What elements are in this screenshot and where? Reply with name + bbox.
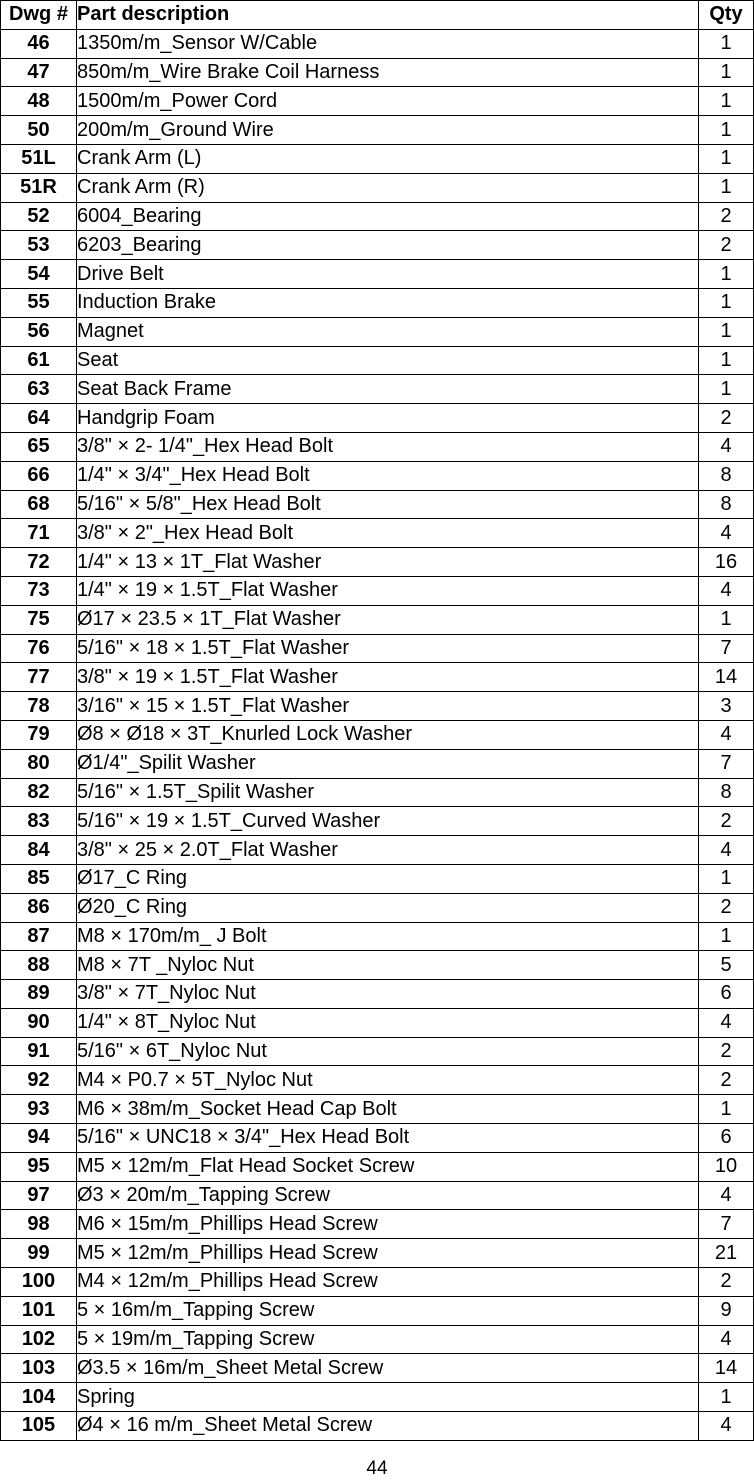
quantity-cell: 1 bbox=[699, 288, 754, 317]
table-row bbox=[1, 1296, 754, 1325]
quantity-cell: 1 bbox=[699, 375, 754, 404]
quantity-cell: 4 bbox=[699, 720, 754, 749]
part-description-cell: 5/16" × 19 × 1.5T_Curved Washer bbox=[77, 807, 699, 836]
part-description-cell: Ø3 × 20m/m_Tapping Screw bbox=[77, 1181, 699, 1210]
table-row bbox=[1, 173, 754, 202]
drawing-number-cell: 48 bbox=[1, 87, 77, 116]
part-description-cell: Induction Brake bbox=[77, 288, 699, 317]
table-row bbox=[1, 634, 754, 663]
quantity-cell: 16 bbox=[699, 548, 754, 577]
drawing-number-cell: 78 bbox=[1, 692, 77, 721]
quantity-cell: 2 bbox=[699, 202, 754, 231]
part-description-cell: 5/16" × 6T_Nyloc Nut bbox=[77, 1037, 699, 1066]
drawing-number-cell: 87 bbox=[1, 922, 77, 951]
drawing-number-cell: 68 bbox=[1, 490, 77, 519]
table-row bbox=[1, 749, 754, 778]
table-row bbox=[1, 1152, 754, 1181]
quantity-cell: 1 bbox=[699, 87, 754, 116]
drawing-number-cell: 64 bbox=[1, 404, 77, 433]
drawing-number-cell: 66 bbox=[1, 461, 77, 490]
quantity-cell: 2 bbox=[699, 807, 754, 836]
part-description-cell: Drive Belt bbox=[77, 260, 699, 289]
quantity-cell: 6 bbox=[699, 980, 754, 1009]
drawing-number-cell: 63 bbox=[1, 375, 77, 404]
part-description-cell: 5/16" × UNC18 × 3/4"_Hex Head Bolt bbox=[77, 1124, 699, 1153]
part-description-cell: M6 × 38m/m_Socket Head Cap Bolt bbox=[77, 1095, 699, 1124]
drawing-number-cell: 51R bbox=[1, 173, 77, 202]
drawing-number-cell: 99 bbox=[1, 1239, 77, 1268]
table-row bbox=[1, 490, 754, 519]
table-row bbox=[1, 980, 754, 1009]
table-row bbox=[1, 144, 754, 173]
part-description-cell: M8 × 7T _Nyloc Nut bbox=[77, 951, 699, 980]
table-row bbox=[1, 116, 754, 145]
part-description-cell: Handgrip Foam bbox=[77, 404, 699, 433]
table-row bbox=[1, 548, 754, 577]
part-description-cell: M5 × 12m/m_Phillips Head Screw bbox=[77, 1239, 699, 1268]
drawing-number-cell: 82 bbox=[1, 778, 77, 807]
drawing-number-cell: 92 bbox=[1, 1066, 77, 1095]
quantity-cell: 1 bbox=[699, 1095, 754, 1124]
quantity-cell: 3 bbox=[699, 692, 754, 721]
part-description-cell: Seat Back Frame bbox=[77, 375, 699, 404]
drawing-number-cell: 54 bbox=[1, 260, 77, 289]
table-row bbox=[1, 461, 754, 490]
table-row bbox=[1, 576, 754, 605]
table-row bbox=[1, 87, 754, 116]
table-row bbox=[1, 202, 754, 231]
parts-table-body bbox=[1, 29, 754, 1440]
table-row bbox=[1, 1181, 754, 1210]
quantity-cell: 10 bbox=[699, 1152, 754, 1181]
table-row bbox=[1, 375, 754, 404]
quantity-cell: 4 bbox=[699, 1325, 754, 1354]
drawing-number-cell: 75 bbox=[1, 605, 77, 634]
drawing-number-cell: 89 bbox=[1, 980, 77, 1009]
drawing-number-cell: 94 bbox=[1, 1124, 77, 1153]
quantity-cell: 1 bbox=[699, 29, 754, 58]
table-row bbox=[1, 260, 754, 289]
column-header-qty: Qty bbox=[699, 1, 754, 30]
part-description-cell: 5 × 19m/m_Tapping Screw bbox=[77, 1325, 699, 1354]
quantity-cell: 4 bbox=[699, 836, 754, 865]
quantity-cell: 1 bbox=[699, 864, 754, 893]
quantity-cell: 7 bbox=[699, 749, 754, 778]
table-row bbox=[1, 231, 754, 260]
part-description-cell: 5/16" × 18 × 1.5T_Flat Washer bbox=[77, 634, 699, 663]
table-row bbox=[1, 29, 754, 58]
drawing-number-cell: 61 bbox=[1, 346, 77, 375]
quantity-cell: 7 bbox=[699, 1210, 754, 1239]
quantity-cell: 1 bbox=[699, 346, 754, 375]
table-row bbox=[1, 404, 754, 433]
column-header-dwg: Dwg # bbox=[1, 1, 77, 30]
quantity-cell: 2 bbox=[699, 1037, 754, 1066]
drawing-number-cell: 90 bbox=[1, 1008, 77, 1037]
drawing-number-cell: 50 bbox=[1, 116, 77, 145]
part-description-cell: 3/8" × 7T_Nyloc Nut bbox=[77, 980, 699, 1009]
quantity-cell: 1 bbox=[699, 605, 754, 634]
quantity-cell: 9 bbox=[699, 1296, 754, 1325]
part-description-cell: M8 × 170m/m_ J Bolt bbox=[77, 922, 699, 951]
table-row bbox=[1, 692, 754, 721]
page-number: 44 bbox=[366, 1458, 388, 1479]
quantity-cell: 4 bbox=[699, 432, 754, 461]
part-description-cell: M4 × 12m/m_Phillips Head Screw bbox=[77, 1268, 699, 1297]
quantity-cell: 4 bbox=[699, 576, 754, 605]
part-description-cell: 1/4" × 8T_Nyloc Nut bbox=[77, 1008, 699, 1037]
part-description-cell: 1/4" × 13 × 1T_Flat Washer bbox=[77, 548, 699, 577]
drawing-number-cell: 65 bbox=[1, 432, 77, 461]
drawing-number-cell: 98 bbox=[1, 1210, 77, 1239]
table-row bbox=[1, 893, 754, 922]
drawing-number-cell: 56 bbox=[1, 317, 77, 346]
quantity-cell: 1 bbox=[699, 144, 754, 173]
part-description-cell: Ø4 × 16 m/m_Sheet Metal Screw bbox=[77, 1412, 699, 1441]
drawing-number-cell: 105 bbox=[1, 1412, 77, 1441]
drawing-number-cell: 46 bbox=[1, 29, 77, 58]
table-row bbox=[1, 836, 754, 865]
part-description-cell: Ø3.5 × 16m/m_Sheet Metal Screw bbox=[77, 1354, 699, 1383]
table-row bbox=[1, 605, 754, 634]
part-description-cell: Ø17 × 23.5 × 1T_Flat Washer bbox=[77, 605, 699, 634]
part-description-cell: Seat bbox=[77, 346, 699, 375]
quantity-cell: 8 bbox=[699, 490, 754, 519]
table-row bbox=[1, 1383, 754, 1412]
table-row bbox=[1, 432, 754, 461]
drawing-number-cell: 85 bbox=[1, 864, 77, 893]
drawing-number-cell: 102 bbox=[1, 1325, 77, 1354]
drawing-number-cell: 101 bbox=[1, 1296, 77, 1325]
drawing-number-cell: 84 bbox=[1, 836, 77, 865]
quantity-cell: 1 bbox=[699, 260, 754, 289]
part-description-cell: Ø20_C Ring bbox=[77, 893, 699, 922]
part-description-cell: 1500m/m_Power Cord bbox=[77, 87, 699, 116]
part-description-cell: 6203_Bearing bbox=[77, 231, 699, 260]
table-row bbox=[1, 663, 754, 692]
part-description-cell: 1/4" × 19 × 1.5T_Flat Washer bbox=[77, 576, 699, 605]
quantity-cell: 2 bbox=[699, 1268, 754, 1297]
drawing-number-cell: 83 bbox=[1, 807, 77, 836]
table-row bbox=[1, 864, 754, 893]
quantity-cell: 2 bbox=[699, 404, 754, 433]
drawing-number-cell: 97 bbox=[1, 1181, 77, 1210]
table-row bbox=[1, 1239, 754, 1268]
quantity-cell: 2 bbox=[699, 1066, 754, 1095]
quantity-cell: 1 bbox=[699, 58, 754, 87]
quantity-cell: 4 bbox=[699, 1181, 754, 1210]
quantity-cell: 14 bbox=[699, 1354, 754, 1383]
drawing-number-cell: 100 bbox=[1, 1268, 77, 1297]
part-description-cell: M5 × 12m/m_Flat Head Socket Screw bbox=[77, 1152, 699, 1181]
part-description-cell: 3/8" × 2- 1/4"_Hex Head Bolt bbox=[77, 432, 699, 461]
part-description-cell: 3/8" × 25 × 2.0T_Flat Washer bbox=[77, 836, 699, 865]
part-description-cell: 5/16" × 1.5T_Spilit Washer bbox=[77, 778, 699, 807]
part-description-cell: 6004_Bearing bbox=[77, 202, 699, 231]
drawing-number-cell: 71 bbox=[1, 519, 77, 548]
table-row bbox=[1, 922, 754, 951]
part-description-cell: Ø8 × Ø18 × 3T_Knurled Lock Washer bbox=[77, 720, 699, 749]
table-row bbox=[1, 720, 754, 749]
drawing-number-cell: 93 bbox=[1, 1095, 77, 1124]
table-row bbox=[1, 346, 754, 375]
table-row bbox=[1, 1210, 754, 1239]
table-row bbox=[1, 807, 754, 836]
part-description-cell: 1/4" × 3/4"_Hex Head Bolt bbox=[77, 461, 699, 490]
part-description-cell: Crank Arm (L) bbox=[77, 144, 699, 173]
table-row bbox=[1, 1268, 754, 1297]
drawing-number-cell: 86 bbox=[1, 893, 77, 922]
quantity-cell: 1 bbox=[699, 173, 754, 202]
drawing-number-cell: 73 bbox=[1, 576, 77, 605]
part-description-cell: 5 × 16m/m_Tapping Screw bbox=[77, 1296, 699, 1325]
quantity-cell: 2 bbox=[699, 231, 754, 260]
part-description-cell: Magnet bbox=[77, 317, 699, 346]
drawing-number-cell: 53 bbox=[1, 231, 77, 260]
part-description-cell: M6 × 15m/m_Phillips Head Screw bbox=[77, 1210, 699, 1239]
table-row bbox=[1, 1066, 754, 1095]
quantity-cell: 1 bbox=[699, 1383, 754, 1412]
drawing-number-cell: 52 bbox=[1, 202, 77, 231]
part-description-cell: 1350m/m_Sensor W/Cable bbox=[77, 29, 699, 58]
table-row bbox=[1, 1037, 754, 1066]
part-description-cell: 850m/m_Wire Brake Coil Harness bbox=[77, 58, 699, 87]
part-description-cell: 3/16" × 15 × 1.5T_Flat Washer bbox=[77, 692, 699, 721]
table-row bbox=[1, 1412, 754, 1441]
quantity-cell: 4 bbox=[699, 1008, 754, 1037]
table-row bbox=[1, 58, 754, 87]
quantity-cell: 8 bbox=[699, 778, 754, 807]
quantity-cell: 5 bbox=[699, 951, 754, 980]
drawing-number-cell: 88 bbox=[1, 951, 77, 980]
part-description-cell: 3/8" × 2"_Hex Head Bolt bbox=[77, 519, 699, 548]
quantity-cell: 4 bbox=[699, 1412, 754, 1441]
part-description-cell: Ø17_C Ring bbox=[77, 864, 699, 893]
table-row bbox=[1, 951, 754, 980]
drawing-number-cell: 103 bbox=[1, 1354, 77, 1383]
drawing-number-cell: 79 bbox=[1, 720, 77, 749]
quantity-cell: 4 bbox=[699, 519, 754, 548]
table-row bbox=[1, 288, 754, 317]
table-row bbox=[1, 1008, 754, 1037]
drawing-number-cell: 91 bbox=[1, 1037, 77, 1066]
drawing-number-cell: 47 bbox=[1, 58, 77, 87]
table-row bbox=[1, 778, 754, 807]
part-description-cell: 200m/m_Ground Wire bbox=[77, 116, 699, 145]
part-description-cell: Spring bbox=[77, 1383, 699, 1412]
quantity-cell: 6 bbox=[699, 1124, 754, 1153]
drawing-number-cell: 80 bbox=[1, 749, 77, 778]
part-description-cell: 5/16" × 5/8"_Hex Head Bolt bbox=[77, 490, 699, 519]
table-row bbox=[1, 1354, 754, 1383]
drawing-number-cell: 104 bbox=[1, 1383, 77, 1412]
table-row bbox=[1, 1095, 754, 1124]
quantity-cell: 1 bbox=[699, 317, 754, 346]
part-description-cell: Crank Arm (R) bbox=[77, 173, 699, 202]
drawing-number-cell: 76 bbox=[1, 634, 77, 663]
table-row bbox=[1, 1325, 754, 1354]
table-row bbox=[1, 519, 754, 548]
quantity-cell: 7 bbox=[699, 634, 754, 663]
drawing-number-cell: 72 bbox=[1, 548, 77, 577]
table-row bbox=[1, 317, 754, 346]
column-header-description: Part description bbox=[77, 1, 699, 30]
part-description-cell: Ø1/4"_Spilit Washer bbox=[77, 749, 699, 778]
quantity-cell: 1 bbox=[699, 922, 754, 951]
drawing-number-cell: 55 bbox=[1, 288, 77, 317]
table-header-row bbox=[1, 1, 754, 30]
part-description-cell: M4 × P0.7 × 5T_Nyloc Nut bbox=[77, 1066, 699, 1095]
table-row bbox=[1, 1124, 754, 1153]
drawing-number-cell: 51L bbox=[1, 144, 77, 173]
part-description-cell: 3/8" × 19 × 1.5T_Flat Washer bbox=[77, 663, 699, 692]
drawing-number-cell: 95 bbox=[1, 1152, 77, 1181]
quantity-cell: 21 bbox=[699, 1239, 754, 1268]
quantity-cell: 1 bbox=[699, 116, 754, 145]
drawing-number-cell: 77 bbox=[1, 663, 77, 692]
quantity-cell: 8 bbox=[699, 461, 754, 490]
quantity-cell: 14 bbox=[699, 663, 754, 692]
quantity-cell: 2 bbox=[699, 893, 754, 922]
